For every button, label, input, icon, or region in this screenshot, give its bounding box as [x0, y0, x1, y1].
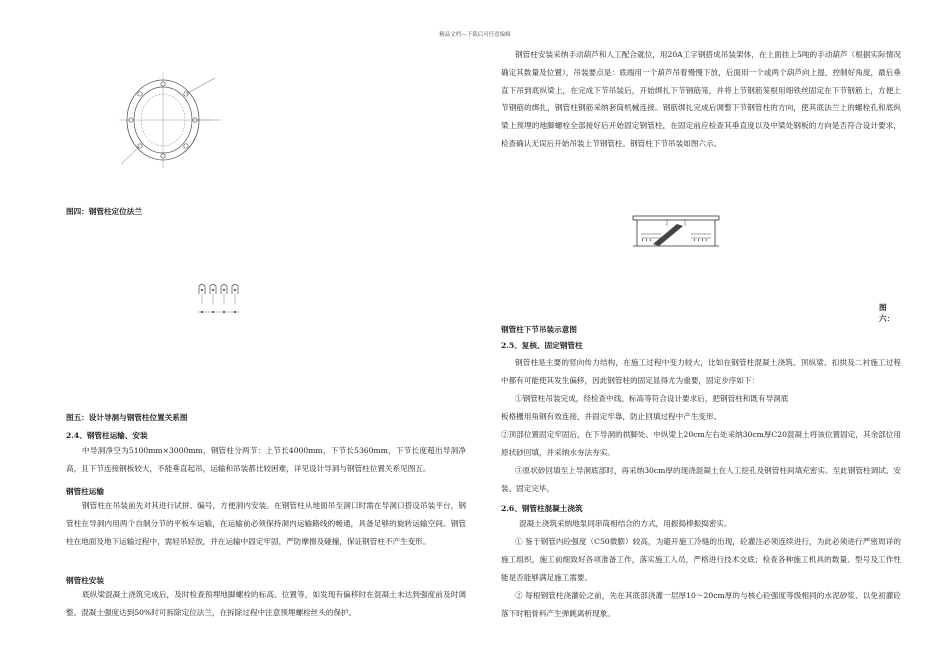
- para-fix-1b: 板格栅用角钢有效连接，并固定牢靠，防止回填过程中产生变形。: [501, 412, 722, 421]
- fig4-caption: 图四：钢管柱定位法兰: [66, 207, 142, 216]
- para-hoist: 钢管柱安装采纳手动葫芦和人工配合就位，用20A工字钢搭成吊装架体，在上面挂上5吨的手动葫芦（根据实际情况确定其数量及位置），吊装要点是：底端用一个葫芦吊着慢慢下放，后面用一个或两个葫芦向上提，控制好角度，最后垂直下吊到底纵梁上，在完成下节吊装后，开始绑扎下节钢筋笼，并将上节钢筋笼根用细铁丝固定在下节钢筋上，方便上节钢筋的绑扎，钢管柱钢筋采纳套筒机械连接。钢筋绑扎完成后调整下节钢管柱的方向，使其底法兰上的螺栓孔和底纵梁上预埋的地脚螺栓全部接好后开始固定钢管柱，在固定前应检查其垂直度以及中梁处钢板的方向是否符合设计要求，检查确认无误后开始吊装上节钢管柱。钢管柱下节吊装如图六示。: [501, 50, 901, 148]
- para-fix-1: ①钢管柱吊装完成，经检查中线、标高等符合设计要求后，把钢管柱和既有导洞底: [515, 394, 789, 403]
- fig6-label: 图六：: [879, 303, 895, 323]
- para-install: 底纵梁混凝土浇筑完成后，及时检查预埋地脚螺栓的标高、位置等，如发现有偏移时在混凝土未达到强度前及时调整。混凝土强度达到50%时可拆除定位法兰，在拆除过程中注意预埋螺栓丝头的保护。: [66, 590, 466, 617]
- section-2-5-heading: 2.5、复核、固定钢管柱: [501, 341, 583, 350]
- para-pour-1: ① 鉴于钢管内砼强度（C50微膨）较高，为避开施工冷缝的出现，砼灌注必须连续进行，为此必须进行严密周详的施工组织，施工前细致好各项准备工作，落实施工人员，严格进行技术交底；检查各种施工机具的数量、型号及工作性能是否能够满足施工需要。: [501, 537, 901, 582]
- lower-column-hoist-drawing: [631, 212, 721, 250]
- install-heading: 钢管柱安装: [66, 576, 104, 585]
- section-2-6-heading: 2.6、钢管柱混凝土浇筑: [501, 504, 583, 513]
- para-fix-3: ③原状砂回填至上导洞底部时，再采纳30cm厚的现浇混凝土在人工挖孔及钢管柱间填充密实。至此钢管柱调试、安装、固定完毕。: [501, 466, 901, 493]
- fig6-caption: 钢管柱下节吊装示意图: [501, 325, 577, 334]
- para-tunnel-size: 中导洞净空为5100mm×3000mm，钢管柱分两节：上节长4000mm，下节长5360mm，下节长度超出导洞净高，且下节连接钢板较大，不能垂直起吊，运输和吊装都比较困难，详见设计导洞与钢管柱位置关系见图五。: [66, 446, 466, 473]
- guide-tunnel-drawing: [196, 282, 241, 320]
- page-header: 精品文档---下载后可任意编辑: [439, 32, 511, 38]
- transport-heading: 钢管柱运输: [66, 487, 104, 496]
- para-pour-intro: 混凝土浇筑采纳地泵同串筒相结合的方式，用振捣棒振捣密实。: [519, 519, 732, 528]
- section-2-4-heading: 2.4、钢管柱运输、安装: [66, 431, 148, 440]
- para-pour-2: ② 每根钢管柱浇灌砼之前，先在其底部浇灌一层厚10～20cm厚的与核心砼强度等级相同的水泥砂浆、以免初灌砼落下时粗骨料产生弹跳离析现象。: [501, 591, 901, 618]
- para-fix-intro: 钢管柱是主要的竖向传力结构，在施工过程中变力较大，比如在钢管柱混凝土浇筑、顶纵梁、扣拱及二衬施工过程中都有可能使其发生偏移，因此钢管柱的固定显得尤为重要，固定步序如下：: [501, 358, 901, 385]
- para-fix-2: ②顶部位置固定牢固后，在下导洞的拱脚处、中纵梁上20cm左右处采纳30cm厚C20混凝土将该位置固定，其余部位用原状砂回填，并采纳水夯法夯实。: [501, 430, 901, 457]
- flange-drawing: [111, 68, 231, 173]
- para-transport: 钢管柱在吊装前先对其进行试拼、编号，方便洞内安装。在钢管柱从地面吊至洞口时需在导洞口搭设吊装平台，钢管柱在导洞内用两个自制分节的平板车运输，在运输前必须保持洞内运输路线的畅通，具备足够的旋转运输空间。钢管柱在地面及地下运输过程中，需轻吊轻放，并在运输中固定牢固，严防摩擦及碰撞，保证钢管柱不产生变形。: [66, 501, 466, 546]
- fig5-caption: 图五：设计导洞与钢管柱位置关系图: [66, 413, 188, 422]
